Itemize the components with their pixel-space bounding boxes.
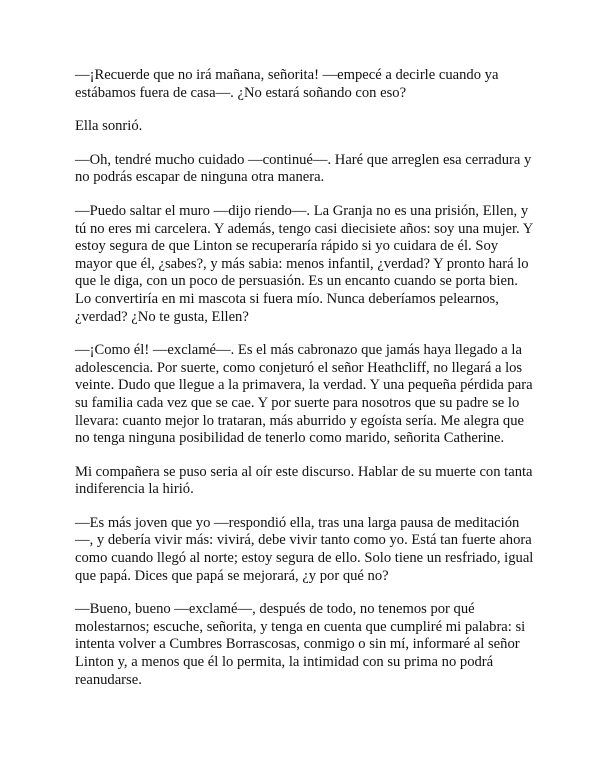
paragraph-1: —¡Recuerde que no irá mañana, señorita! —empecé a decirle cuando ya estábamos fuera de casa—. ¿No estará soñando con eso? [75, 67, 499, 101]
paragraph-5: —¡Como él! —exclamé—. Es el más cabronazo que jamás haya llegado a la adolescencia. Por suerte, como conjeturó el señor Heathcliff, no llegará a los veinte. Dudo que llegue a la primavera, la verdad. Y una pequeña pérdida para su familia cada vez que se cae. Y por suerte para nosotros que su padre se lo llevara: cuanto mejor lo trataran, más aburrido y egoísta sería. Me alegra que no tenga ninguna posibilidad de tenerlo como marido, señorita Catherine. [75, 342, 533, 447]
paragraph-2: Ella sonrió. [75, 118, 143, 135]
paragraph-4: —Puedo saltar el muro —dijo riendo—. La Granja no es una prisión, Ellen, y tú no eres mi carcelera. Y además, tengo casi diecisiete años: soy una mujer. Y estoy segura de que Linton se recuperaría rápido si yo cuidara de él. Soy mayor que él, ¿sabes?, y más sabia: menos infantil, ¿verdad? Y pronto hará lo que le diga, con un poco de persuasión. Es un encanto cuando se porta bien. Lo convertiría en mi mascota si fuera mío. Nunca deberíamos pelearnos, ¿verdad? ¿No te gusta, Ellen? [75, 202, 533, 325]
paragraph-7: —Es más joven que yo —respondió ella, tras una larga pausa de meditación—, y debería vivir más: vivirá, debe vivir tanto como yo. Está tan fuerte ahora como cuando llegó al norte; estoy segura de ello. Solo tiene un resfriado, igual que papá. Dices que papá se mejorará, ¿y por qué no? [75, 514, 534, 584]
paragraph-8: —Bueno, bueno —exclamé—, después de todo, no tenemos por qué molestarnos; escuche, señorita, y tenga en cuenta que cumpliré mi palabra: si intenta volver a Cumbres Borrascosas, conmigo o sin mí, informaré al señor Linton y, a menos que él lo permita, la intimidad con su prima no podrá reanudarse. [75, 601, 526, 688]
paragraph-6: Mi compañera se puso seria al oír este discurso. Hablar de su muerte con tanta indiferencia la hirió. [75, 463, 533, 498]
paragraph-3: —Oh, tendré mucho cuidado —continué—. Haré que arreglen esa cerradura y no podrás escapar de ninguna otra manera. [75, 151, 532, 186]
body-text [75, 67, 535, 705]
